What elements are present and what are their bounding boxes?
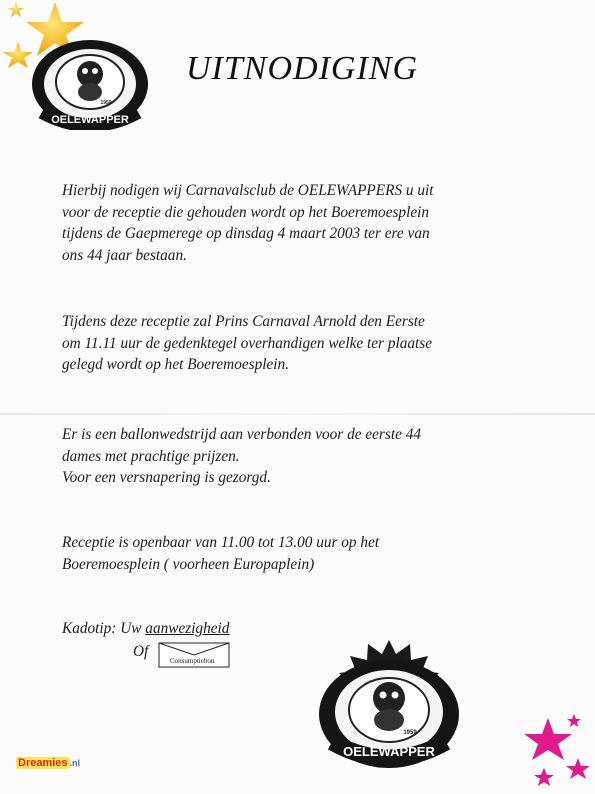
pink-star-medium (566, 758, 590, 779)
logo-name-text: OELEWAPPER (51, 114, 129, 126)
site-watermark (16, 757, 80, 769)
paragraph-line: Hierbij nodigen wij Carnavalsclub de OELEWAPPERS u uit (62, 182, 434, 199)
paragraph-line: Voor een versnapering is gezorgd. (62, 469, 271, 486)
oelewappers-logo-top (28, 34, 152, 130)
paragraph-line: dames met prachtige prijzen. (62, 447, 240, 465)
pink-stars-icon (520, 712, 595, 794)
gift-tip-value: aanwezigheid (145, 620, 230, 637)
voucher-label: Consumptiebon (170, 657, 215, 665)
paragraph-prince (62, 311, 432, 376)
logo-seal-text: 1959 (100, 100, 112, 106)
paragraph-line: Boeremoesplein ( voorheen Europaplein) (62, 555, 315, 573)
paragraph-line: Tijdens deze receptie zal Prins Carnaval Arnold den Eerste (62, 313, 425, 330)
gold-star-tiny (8, 2, 24, 17)
paragraph-line: ons 44 jaar bestaan. (62, 246, 187, 264)
gift-tip-label: Kadotip: Uw (62, 620, 146, 637)
pink-star-small (534, 768, 554, 786)
document-title: UITNODIGING (186, 50, 418, 87)
paragraph-reception-hours (62, 532, 379, 575)
paragraph-line: Receptie is openbaar van 11.00 tot 13.00 uur op het (62, 534, 380, 551)
paragraph-line: om 11.11 uur de gedenktegel overhandigen welke ter plaatse (62, 334, 433, 352)
logo-seal-text: 1959 (403, 730, 417, 736)
watermark-suffix: .nl (69, 758, 81, 768)
paragraph-line: gelegd wordt op het Boeremoesplein. (62, 356, 289, 373)
paragraph-line: voor de receptie die gehouden wordt op het Boeremoesplein (62, 203, 430, 221)
or-label: Of (133, 643, 149, 660)
paper-fold-line (0, 413, 595, 415)
gift-tip (62, 620, 229, 638)
paragraph-balloon-contest (62, 424, 421, 489)
paragraph-invitation (62, 180, 434, 266)
logo-name-text: OELEWAPPER (343, 744, 435, 759)
paragraph-line: tijdens de Gaepmerege op dinsdag 4 maart 2003 ter ere van (62, 225, 430, 242)
oelewappers-logo-bottom (314, 640, 464, 772)
watermark-brand: Dreamies (18, 757, 68, 769)
pink-star-tiny (567, 714, 581, 727)
paragraph-line: Er is een ballonwedstrijd aan verbonden voor de eerste 44 (62, 426, 421, 443)
pink-star-large (524, 718, 572, 760)
